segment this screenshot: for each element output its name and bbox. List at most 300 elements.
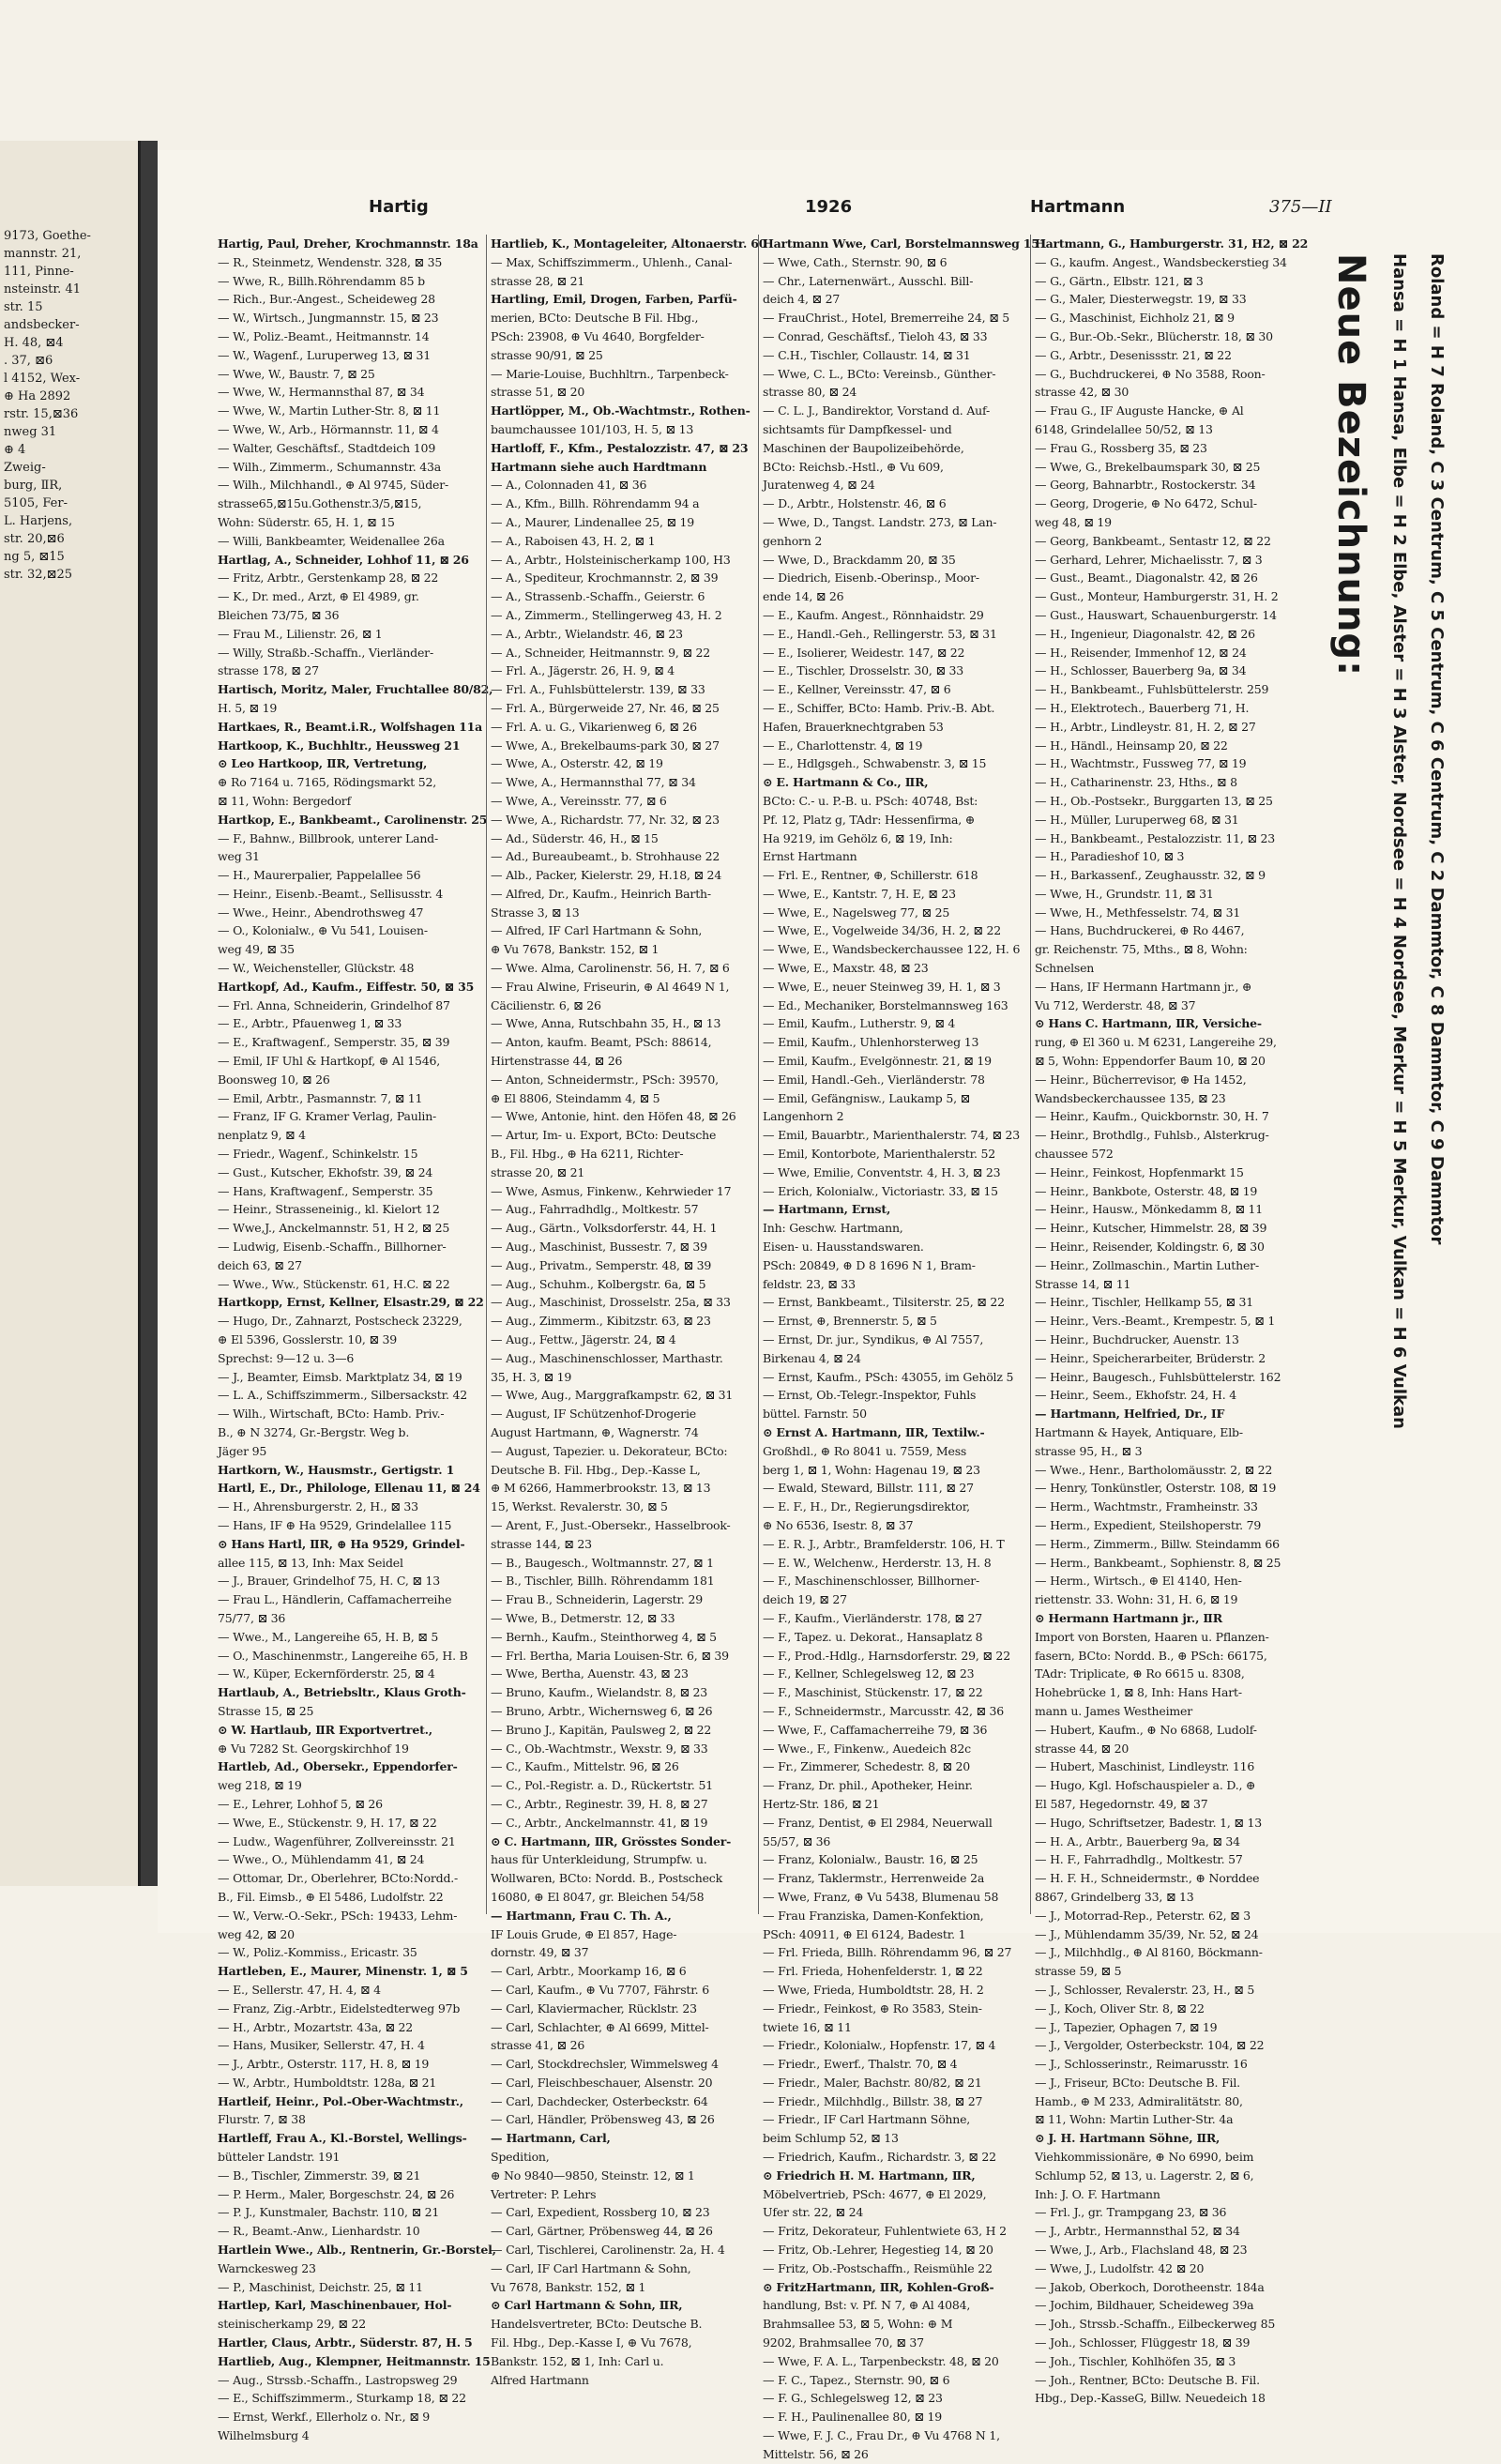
directory-entry: — Wwe., Henr., Bartholomäusstr. 2, ⊠ 22 bbox=[1035, 1462, 1273, 1477]
directory-entry: — Wwe, Antonie, hint. den Höfen 48, ⊠ 26 bbox=[491, 1109, 736, 1124]
directory-entry: — Wwe, R., Billh.Röhrendamm 85 b bbox=[218, 273, 425, 288]
directory-entry: — Gust., Hauswart, Schauenburgerstr. 14 bbox=[1035, 607, 1277, 622]
directory-entry: Cäcilienstr. 6, ⊠ 26 bbox=[491, 997, 601, 1012]
directory-entry: — P. Herm., Maler, Borgeschstr. 24, ⊠ 26 bbox=[218, 2186, 455, 2201]
directory-entry: — Emil, Bauarbtr., Marienthalerstr. 74, ⊠ 23 bbox=[763, 1128, 1021, 1143]
directory-entry: Hohebrücke 1, ⊠ 8, Inh: Hans Hart- bbox=[1035, 1685, 1242, 1700]
directory-entry: — B., Tischler, Zimmerstr. 39, ⊠ 21 bbox=[218, 2167, 421, 2183]
directory-entry: — Heinr., Kaufm., Quickbornstr. 30, H. 7 bbox=[1035, 1109, 1269, 1124]
directory-entry: mann u. James Westheimer bbox=[1035, 1703, 1193, 1718]
directory-entry: chaussee 572 bbox=[1035, 1147, 1114, 1162]
directory-entry: — Bernh., Kaufm., Steinthorweg 4, ⊠ 5 bbox=[491, 1629, 717, 1644]
directory-entry: — Emil, Gefängnisw., Laukamp 5, ⊠ bbox=[763, 1090, 970, 1105]
directory-entry: — Herm., Wachtmstr., Framheinstr. 33 bbox=[1035, 1499, 1258, 1514]
directory-entry: — W., Arbtr., Humboldtstr. 128a, ⊠ 21 bbox=[218, 2075, 437, 2090]
directory-entry: — Frl. E., Rentner, ⊕, Schillerstr. 618 bbox=[763, 868, 978, 883]
directory-column-1 bbox=[214, 235, 496, 2443]
directory-entry: strasse 44, ⊠ 20 bbox=[1035, 1741, 1130, 1756]
directory-entry: 6148, Grindelallee 50/52, ⊠ 13 bbox=[1035, 421, 1213, 436]
directory-entry: — E., Schiffer, BCto: Hamb. Priv.-B. Abt. bbox=[763, 700, 995, 715]
directory-entry: weg 31 bbox=[218, 849, 260, 864]
directory-entry: — Franz, ⅠF G. Kramer Verlag, Paulin- bbox=[218, 1109, 437, 1124]
directory-entry: — Aug., Maschinist, Drosselstr. 25a, ⊠ 33 bbox=[491, 1295, 731, 1310]
directory-entry: — E. F., H., Dr., Regierungsdirektor, bbox=[763, 1499, 970, 1514]
directory-entry: — Friedr., Milchhdlg., Billstr. 38, ⊠ 27 bbox=[763, 2093, 983, 2108]
directory-entry: — Frl. A., Bürgerweide 27, Nr. 46, ⊠ 25 bbox=[491, 700, 720, 715]
directory-entry: — F. G., Schlegelsweg 12, ⊠ 23 bbox=[763, 2391, 943, 2406]
directory-entry: — Ludwig, Eisenb.-Schaffn., Billhorner- bbox=[218, 1240, 447, 1255]
directory-entry: Wohn: Süderstr. 65, H. 1, ⊠ 15 bbox=[218, 514, 395, 529]
directory-entry: — Walter, Geschäftsf., Stadtdeich 109 bbox=[218, 440, 436, 455]
directory-entry: — C.H., Tischler, Collaustr. 14, ⊠ 31 bbox=[763, 347, 971, 362]
directory-entry: berg 1, ⊠ 1, Wohn: Hagenau 19, ⊠ 23 bbox=[763, 1462, 980, 1477]
directory-entry: Wandsbeckerchaussee 135, ⊠ 23 bbox=[1035, 1090, 1226, 1105]
directory-entry: Viehkommissionäre, ⊕ No 6990, beim bbox=[1035, 2150, 1254, 2165]
directory-entry: — H., Catharinenstr. 23, Hths., ⊠ 8 bbox=[1035, 775, 1237, 790]
directory-entry: — Joh., Rentner, BCto: Deutsche B. Fil. bbox=[1035, 2372, 1260, 2387]
directory-entry: beim Schlump 52, ⊠ 13 bbox=[763, 2131, 899, 2146]
directory-entry: — Emil, ⅠF Uhl & Hartkopf, ⊕ Al 1546, bbox=[218, 1054, 441, 1069]
directory-entry: — E., Schiffszimmerm., Sturkamp 18, ⊠ 22 bbox=[218, 2391, 466, 2406]
directory-column-2 bbox=[486, 235, 767, 2387]
directory-entry: ⊕ El 5396, Gosslerstr. 10, ⊠ 39 bbox=[218, 1332, 398, 1347]
directory-entry: strasse 20, ⊠ 21 bbox=[491, 1164, 585, 1179]
directory-entry: — H., Paradieshof 10, ⊠ 3 bbox=[1035, 849, 1185, 864]
directory-entry: — Herm., Zimmerm., Billw. Steindamm 66 bbox=[1035, 1536, 1280, 1551]
directory-entry: — Wwe, E., Nagelsweg 77, ⊠ 25 bbox=[763, 905, 950, 920]
directory-entry: — Fritz, Dekorateur, Fuhlentwiete 63, H 2 bbox=[763, 2224, 1007, 2239]
directory-entry: — Wwe, Anna, Rutschbahn 35, H., ⊠ 13 bbox=[491, 1016, 721, 1031]
directory-entry: — Willi, Bankbeamter, Weidenallee 26a bbox=[218, 533, 445, 548]
directory-entry: weg 218, ⊠ 19 bbox=[218, 1778, 302, 1793]
directory-entry: strasse 80, ⊠ 24 bbox=[763, 385, 857, 400]
directory-entry: — P., Maschinist, Deichstr. 25, ⊠ 11 bbox=[218, 2279, 423, 2294]
directory-entry: — J., Arbtr., Osterstr. 117, H. 8, ⊠ 19 bbox=[218, 2057, 430, 2072]
directory-entry: — H., Elektrotech., Bauerberg 71, H. bbox=[1035, 700, 1250, 715]
left-page-fragment: 111, Pinne- bbox=[4, 265, 74, 279]
directory-entry: — Ernst, Bankbeamt., Tilsiterstr. 25, ⊠ 22 bbox=[763, 1295, 1005, 1310]
directory-entry: — E., Kaufm. Angest., Rönnhaidstr. 29 bbox=[763, 607, 984, 622]
directory-entry: — Friedr., Feinkost, ⊕ Ro 3583, Stein- bbox=[763, 2000, 982, 2015]
directory-entry: Hafen, Brauerknechtgraben 53 bbox=[763, 719, 944, 734]
directory-entry: — E., Kellner, Vereinsstr. 47, ⊠ 6 bbox=[763, 682, 951, 697]
directory-entry: — C., Arbtr., Anckelmannstr. 41, ⊠ 19 bbox=[491, 1815, 708, 1830]
directory-entry: — Wwe, E., Kantstr. 7, H. E, ⊠ 23 bbox=[763, 886, 956, 901]
directory-entry: — F., Bahnw., Billbrook, unterer Land- bbox=[218, 830, 438, 845]
directory-entry: ⊙ FritzHartmann, ⅡR, Kohlen-Groß- bbox=[763, 2279, 994, 2294]
directory-entry: ⊕ M 6266, Hammerbrookstr. 13, ⊠ 13 bbox=[491, 1481, 711, 1496]
directory-entry: — H., Wachtmstr., Fussweg 77, ⊠ 19 bbox=[1035, 756, 1247, 771]
directory-entry: Strasse 14, ⊠ 11 bbox=[1035, 1276, 1131, 1291]
directory-entry: Eisen- u. Hausstandswaren. bbox=[763, 1240, 924, 1255]
directory-entry: — Heinr., Buchdrucker, Auenstr. 13 bbox=[1035, 1332, 1239, 1347]
directory-entry: Bleichen 73/75, ⊠ 36 bbox=[218, 607, 340, 622]
directory-entry: Warnckesweg 23 bbox=[218, 2260, 316, 2275]
left-page-fragment: 5105, Fer- bbox=[4, 496, 68, 510]
directory-entry: — Wwe, C. L., BCto: Vereinsb., Günther- bbox=[763, 366, 996, 381]
directory-entry: ⊙ J. H. Hartmann Söhne, ⅡR, bbox=[1035, 2131, 1221, 2146]
directory-entry: — G., Arbtr., Desenissstr. 21, ⊠ 22 bbox=[1035, 347, 1232, 362]
directory-entry: — Friedr., ⅠF Carl Hartmann Söhne, bbox=[763, 2112, 971, 2127]
directory-entry: — O., Maschinenmstr., Langereihe 65, H. B bbox=[218, 1648, 468, 1663]
directory-entry: — Aug., Zimmerm., Kibitzstr. 63, ⊠ 23 bbox=[491, 1314, 711, 1329]
directory-entry: — J., Schlosser, Revalerstr. 23, H., ⊠ 5 bbox=[1035, 1982, 1255, 1997]
directory-entry: — Heinr., Bücherrevisor, ⊕ Ha 1452, bbox=[1035, 1072, 1247, 1087]
directory-entry: — Wwe, H., Grundstr. 11, ⊠ 31 bbox=[1035, 886, 1214, 901]
left-page-fragment: str. 15 bbox=[4, 300, 43, 314]
directory-entry: — C., Pol.-Registr. a. D., Rückertstr. 51 bbox=[491, 1778, 713, 1793]
directory-entry: strasse 28, ⊠ 21 bbox=[491, 273, 585, 288]
directory-entry: — C. L. J., Bandirektor, Vorstand d. Auf- bbox=[763, 403, 991, 418]
directory-entry: Hartlieb, Aug., Klempner, Heitmannstr. 15 bbox=[218, 2353, 491, 2368]
banner-title: Neue Bezeichnung: bbox=[1329, 253, 1372, 677]
directory-entry: — Wwe, J., Arb., Flachsland 48, ⊠ 23 bbox=[1035, 2243, 1248, 2258]
directory-entry: — Herm., Expedient, Steilshoperstr. 79 bbox=[1035, 1517, 1262, 1532]
directory-entry: Inh: J. O. F. Hartmann bbox=[1035, 2186, 1160, 2201]
directory-entry: — Heinr., Speicherarbeiter, Brüderstr. 2 bbox=[1035, 1350, 1266, 1365]
directory-entry: — F., Schneidermstr., Marcusstr. 42, ⊠ 36 bbox=[763, 1703, 1005, 1718]
directory-entry: — F. C., Tapez., Sternstr. 90, ⊠ 6 bbox=[763, 2372, 950, 2387]
directory-entry: — J., Motorrad-Rep., Peterstr. 62, ⊠ 3 bbox=[1035, 1908, 1251, 1923]
directory-entry: Sprechst: 9—12 u. 3—6 bbox=[218, 1350, 355, 1365]
directory-entry: — Georg, Bankbeamt., Sentastr 12, ⊠ 22 bbox=[1035, 533, 1271, 548]
directory-entry: — Henry, Tonkünstler, Osterstr. 108, ⊠ 19 bbox=[1035, 1481, 1277, 1496]
directory-entry: ⊕ Vu 7282 St. Georgskirchhof 19 bbox=[218, 1741, 409, 1756]
directory-entry: — Wwe, Emilie, Conventstr. 4, H. 3, ⊠ 23 bbox=[763, 1164, 1001, 1179]
directory-entry: — Frau G., ⅠF Auguste Hancke, ⊕ Al bbox=[1035, 403, 1244, 418]
directory-entry: — August, ⅠF Schützenhof-Drogerie bbox=[491, 1407, 696, 1422]
directory-entry: Handelsvertreter, BCto: Deutsche B. bbox=[491, 2317, 703, 2332]
directory-entry: — Franz, Dr. phil., Apotheker, Heinr. bbox=[763, 1778, 973, 1793]
directory-entry: — Franz, Dentist, ⊕ El 2984, Neuerwall bbox=[763, 1815, 993, 1830]
directory-entry: — Carl, Schlachter, ⊕ Al 6699, Mittel- bbox=[491, 2019, 709, 2034]
exchange-names-banner bbox=[1316, 253, 1466, 1802]
directory-entry: — Heinr., Bankbote, Osterstr. 48, ⊠ 19 bbox=[1035, 1183, 1258, 1198]
directory-entry: — Hugo, Dr., Zahnarzt, Postscheck 23229, bbox=[218, 1314, 462, 1329]
directory-entry: — Wwe, D., Tangst. Landstr. 273, ⊠ Lan- bbox=[763, 514, 997, 529]
directory-entry: Langenhorn 2 bbox=[763, 1109, 844, 1124]
directory-entry: Hbg., Dep.-KasseG, Billw. Neuedeich 18 bbox=[1035, 2391, 1266, 2406]
directory-entry: rung, ⊕ El 360 u. M 6231, Langereihe 29, bbox=[1035, 1035, 1277, 1050]
page-gutter bbox=[141, 141, 158, 1886]
directory-entry: — Hugo, Schriftsetzer, Badestr. 1, ⊠ 13 bbox=[1035, 1815, 1262, 1830]
directory-entry: strasse 178, ⊠ 27 bbox=[218, 663, 319, 678]
directory-entry: Birkenau 4, ⊠ 24 bbox=[763, 1350, 861, 1365]
directory-entry: — G., Gärtn., Elbstr. 121, ⊠ 3 bbox=[1035, 273, 1204, 288]
directory-entry: — H., Bankbeamt., Pestalozzistr. 11, ⊠ 23 bbox=[1035, 830, 1276, 845]
directory-entry: — H., Ob.-Postsekr., Burggarten 13, ⊠ 25 bbox=[1035, 793, 1273, 808]
directory-entry: — Heinr., Vers.-Beamt., Krempestr. 5, ⊠ 1 bbox=[1035, 1314, 1276, 1329]
directory-entry: — Carl, Expedient, Rossberg 10, ⊠ 23 bbox=[491, 2205, 710, 2220]
directory-entry: — E., Isolierer, Weidestr. 147, ⊠ 22 bbox=[763, 645, 965, 660]
directory-entry: — Hubert, Maschinist, Lindleystr. 116 bbox=[1035, 1759, 1255, 1774]
directory-entry: — Ewald, Steward, Billstr. 111, ⊠ 27 bbox=[763, 1481, 974, 1496]
directory-entry: — A., Colonnaden 41, ⊠ 36 bbox=[491, 478, 647, 493]
directory-entry: — A., Maurer, Lindenallee 25, ⊠ 19 bbox=[491, 514, 695, 529]
directory-entry: — Wwe, F., Caffamacherreihe 79, ⊠ 36 bbox=[763, 1722, 988, 1737]
directory-entry: ⊙ W. Hartlaub, ⅡR Exportvertret., bbox=[218, 1722, 432, 1737]
directory-entry: — Wwe, Aug., Marggrafkampstr. 62, ⊠ 31 bbox=[491, 1388, 734, 1403]
directory-entry: — Carl, ⅠF Carl Hartmann & Sohn, bbox=[491, 2260, 691, 2275]
directory-entry: — C., Arbtr., Reginestr. 39, H. 8, ⊠ 27 bbox=[491, 1796, 708, 1811]
left-page-fragment: l 4152, Wex- bbox=[4, 372, 81, 386]
directory-entry: — E., Charlottenstr. 4, ⊠ 19 bbox=[763, 738, 923, 753]
directory-entry: — E., Hdlgsgeh., Schwabenstr. 3, ⊠ 15 bbox=[763, 756, 987, 771]
directory-entry: — Wwe, F. J. C., Frau Dr., ⊕ Vu 4768 N 1, bbox=[763, 2428, 1000, 2443]
directory-entry: Hartleif, Heinr., Pol.-Ober-Wachtmstr., bbox=[218, 2093, 463, 2108]
directory-entry: Maschinen der Baupolizeibehörde, bbox=[763, 440, 964, 455]
directory-entry: — Herm., Wirtsch., ⊕ El 4140, Hen- bbox=[1035, 1574, 1242, 1589]
directory-entry: Hartig, Paul, Dreher, Krochmannstr. 18a bbox=[218, 236, 478, 251]
directory-entry: — J., Koch, Oliver Str. 8, ⊠ 22 bbox=[1035, 2000, 1205, 2015]
left-page-fragment: ⊕ Ha 2892 bbox=[4, 389, 71, 403]
directory-entry: — Heinr., Kutscher, Himmelstr. 28, ⊠ 39 bbox=[1035, 1221, 1267, 1236]
directory-entry: — A., Schneider, Heitmannstr. 9, ⊠ 22 bbox=[491, 645, 710, 660]
directory-entry: — Frl. Frieda, Billh. Röhrendamm 96, ⊠ 27 bbox=[763, 1945, 1012, 1960]
directory-entry: strasse 144, ⊠ 23 bbox=[491, 1536, 592, 1551]
directory-entry: — Emil, Arbtr., Pasmannstr. 7, ⊠ 11 bbox=[218, 1090, 423, 1105]
directory-entry: ⊙ Leo Hartkoop, ⅡR, Vertretung, bbox=[218, 756, 428, 771]
directory-entry: B., Fil. Hbg., ⊕ Ha 6211, Richter- bbox=[491, 1147, 684, 1162]
directory-entry: — Carl, Fleischbeschauer, Alsenstr. 20 bbox=[491, 2075, 713, 2090]
directory-entry: — E., Tischler, Drosselstr. 30, ⊠ 33 bbox=[763, 663, 964, 678]
left-page-fragment: 9173, Goethe- bbox=[4, 229, 91, 243]
directory-entry: — Heinr., Seem., Ekhofstr. 24, H. 4 bbox=[1035, 1388, 1237, 1403]
directory-entry: — H., Schlosser, Bauerberg 9a, ⊠ 34 bbox=[1035, 663, 1247, 678]
directory-entry: — J., Milchhdlg., ⊕ Al 8160, Böckmann- bbox=[1035, 1945, 1263, 1960]
directory-entry: ⊕ El 8806, Steindamm 4, ⊠ 5 bbox=[491, 1090, 660, 1105]
directory-entry: — Ernst, Werkf., Ellerholz o. Nr., ⊠ 9 bbox=[218, 2410, 431, 2425]
directory-entry: fasern, BCto: Nordd. B., ⊕ PSch: 66175, bbox=[1035, 1648, 1267, 1663]
directory-entry: strasse 51, ⊠ 20 bbox=[491, 385, 585, 400]
directory-entry: genhorn 2 bbox=[763, 533, 823, 548]
directory-column-4 bbox=[1030, 235, 1309, 2406]
directory-entry: Ernst Hartmann bbox=[763, 849, 857, 864]
directory-entry: — Heinr., Reisender, Koldingstr. 6, ⊠ 30 bbox=[1035, 1240, 1265, 1255]
directory-entry: Mittelstr. 56, ⊠ 26 bbox=[763, 2446, 869, 2461]
directory-entry: — R., Steinmetz, Wendenstr. 328, ⊠ 35 bbox=[218, 254, 443, 269]
directory-entry: — Wwe, H., Methfesselstr. 74, ⊠ 31 bbox=[1035, 905, 1241, 920]
directory-entry: ⊠ 11, Wohn: Martin Luther-Str. 4a bbox=[1035, 2112, 1234, 2127]
directory-entry: Jäger 95 bbox=[218, 1443, 267, 1458]
directory-entry: 8867, Grindelberg 33, ⊠ 13 bbox=[1035, 1889, 1194, 1904]
directory-entry: allee 115, ⊠ 13, Inh: Max Seidel bbox=[218, 1555, 403, 1570]
directory-entry: — Wwe, F. A. L., Tarpenbeckstr. 48, ⊠ 20 bbox=[763, 2353, 999, 2368]
directory-entry: — Aug., Maschinenschlosser, Marthastr. bbox=[491, 1350, 723, 1365]
directory-entry: — Fritz, Ob.-Postschaffn., Reismühle 22 bbox=[763, 2260, 993, 2275]
directory-entry: — Carl, Kaufm., ⊕ Vu 7707, Fährstr. 6 bbox=[491, 1982, 709, 1997]
left-page-fragment: nsteinstr. 41 bbox=[4, 282, 81, 297]
directory-entry: — L. A., Schiffszimmerm., Silbersackstr. 42 bbox=[218, 1388, 468, 1403]
directory-entry: — Hugo, Kgl. Hofschauspieler a. D., ⊕ bbox=[1035, 1778, 1256, 1793]
directory-entry: Hartmann siehe auch Hardtmann bbox=[491, 459, 707, 474]
directory-entry: — Wwe, Asmus, Finkenw., Kehrwieder 17 bbox=[491, 1183, 732, 1198]
directory-entry: Hartl, E., Dr., Philologe, Ellenau 11, ⊠ 24 bbox=[218, 1481, 480, 1496]
directory-entry: — E., Arbtr., Pfauenweg 1, ⊠ 33 bbox=[218, 1016, 402, 1031]
directory-entry: riettenstr. 33. Wohn: 31, H. 6, ⊠ 19 bbox=[1035, 1592, 1238, 1607]
directory-entry: — G., kaufm. Angest., Wandsbeckerstieg 34 bbox=[1035, 254, 1287, 269]
directory-entry: Schnelsen bbox=[1035, 961, 1095, 976]
directory-entry: — Emil, Kontorbote, Marienthalerstr. 52 bbox=[763, 1147, 996, 1162]
directory-entry: — Heinr., Tischler, Hellkamp 55, ⊠ 31 bbox=[1035, 1295, 1254, 1310]
directory-entry: — Wwe, Franz, ⊕ Vu 5438, Blumenau 58 bbox=[763, 1889, 999, 1904]
directory-entry: — W., Küper, Eckernförderstr. 25, ⊠ 4 bbox=[218, 1666, 435, 1681]
directory-entry: Pf. 12, Platz g, TAdr: Hessenfirma, ⊕ bbox=[763, 812, 976, 827]
directory-entry: — Hans, ⅠF Hermann Hartmann jr., ⊕ bbox=[1035, 979, 1252, 994]
directory-entry: Vertreter: P. Lehrs bbox=[491, 2186, 597, 2201]
directory-entry: — Hartmann, Ernst, bbox=[763, 1202, 891, 1217]
left-page-fragment: H. 48, ⊠4 bbox=[4, 336, 64, 350]
directory-entry: — Aug., Privatm., Semperstr. 48, ⊠ 39 bbox=[491, 1257, 712, 1272]
directory-entry: — Wwe, D., Brackdamm 20, ⊠ 35 bbox=[763, 552, 956, 567]
left-page-fragment: ng 5, ⊠15 bbox=[4, 550, 65, 564]
directory-entry: H. 5, ⊠ 19 bbox=[218, 700, 278, 715]
directory-entry: Spedition, bbox=[491, 2150, 550, 2165]
directory-entry: strasse 42, ⊠ 30 bbox=[1035, 385, 1130, 400]
directory-entry: baumchaussee 101/103, H. 5, ⊠ 13 bbox=[491, 421, 694, 436]
directory-entry: — Heinr., Feinkost, Hopfenmarkt 15 bbox=[1035, 1164, 1244, 1179]
directory-entry: — Frl. A., Fuhlsbüttelerstr. 139, ⊠ 33 bbox=[491, 682, 705, 697]
directory-entry: — Franz, Kolonialw., Baustr. 16, ⊠ 25 bbox=[763, 1852, 978, 1867]
directory-entry: ⊙ Hans C. Hartmann, ⅡR, Versiche- bbox=[1035, 1016, 1262, 1031]
directory-entry: — Frl. Bertha, Maria Louisen-Str. 6, ⊠ 39 bbox=[491, 1648, 729, 1663]
directory-entry: Hartleff, Frau A., Kl.-Borstel, Wellings- bbox=[218, 2131, 467, 2146]
directory-entry: Ha 9219, im Gehölz 6, ⊠ 19, Inh: bbox=[763, 830, 953, 845]
directory-entry: — J., Tapezier, Ophagen 7, ⊠ 19 bbox=[1035, 2019, 1218, 2034]
directory-entry: — Wwe., F., Finkenw., Auedeich 82c bbox=[763, 1741, 971, 1756]
directory-entry: Hartkaes, R., Beamt.i.R., Wolfshagen 11a bbox=[218, 719, 483, 734]
directory-entry: — Marie-Louise, Buchhltrn., Tarpenbeck- bbox=[491, 366, 729, 381]
left-page-fragment: nweg 31 bbox=[4, 425, 57, 439]
directory-entry: ⊙ E. Hartmann & Co., ⅡR, bbox=[763, 775, 929, 790]
directory-entry: gr. Reichenstr. 75, Mths., ⊠ 8, Wohn: bbox=[1035, 942, 1248, 957]
directory-entry: ⊙ Ernst A. Hartmann, ⅡR, Textilw.- bbox=[763, 1425, 985, 1439]
directory-entry: Hamb., ⊕ M 233, Admiralitätstr. 80, bbox=[1035, 2093, 1243, 2108]
running-header bbox=[205, 197, 1358, 221]
directory-entry: — A., Kfm., Billh. Röhrendamm 94 a bbox=[491, 496, 700, 511]
directory-entry: strasse 90/91, ⊠ 25 bbox=[491, 347, 603, 362]
directory-entry: — Wwe, G., Brekelbaumspark 30, ⊠ 25 bbox=[1035, 459, 1261, 474]
directory-entry: — Emil, Kaufm., Lutherstr. 9, ⊠ 4 bbox=[763, 1016, 956, 1031]
directory-entry: Hartkopf, Ad., Kaufm., Eiffestr. 50, ⊠ 35 bbox=[218, 979, 475, 994]
directory-entry: bütteler Landstr. 191 bbox=[218, 2150, 341, 2165]
directory-entry: — Chr., Laternenwärt., Ausschl. Bill- bbox=[763, 273, 974, 288]
directory-entry: — F. H., Paulinenallee 80, ⊠ 19 bbox=[763, 2410, 943, 2425]
directory-entry: ⊙ Hans Hartl, ⅡR, ⊕ Ha 9529, Grindel- bbox=[218, 1536, 465, 1551]
directory-entry: — Bruno J., Kapitän, Paulsweg 2, ⊠ 22 bbox=[491, 1722, 712, 1737]
directory-entry: — Fritz, Ob.-Lehrer, Hegestieg 14, ⊠ 20 bbox=[763, 2243, 993, 2258]
directory-entry: — Ernst, ⊕, Brennerstr. 5, ⊠ 5 bbox=[763, 1314, 937, 1329]
directory-entry: — H., Müller, Luruperweg 68, ⊠ 31 bbox=[1035, 812, 1239, 827]
directory-entry: Strasse 15, ⊠ 25 bbox=[218, 1703, 314, 1718]
directory-entry: Vu 712, Werderstr. 48, ⊠ 37 bbox=[1035, 997, 1196, 1012]
left-page-fragment: burg, ⅡR, bbox=[4, 479, 63, 493]
directory-entry: — Ad., Bureaubeamt., b. Strohhause 22 bbox=[491, 849, 720, 864]
directory-entry: — F., Maschinist, Stückenstr. 17, ⊠ 22 bbox=[763, 1685, 983, 1700]
directory-entry: — Wwe, A., Brekelbaums-park 30, ⊠ 27 bbox=[491, 738, 720, 753]
directory-entry: B., ⊕ N 3274, Gr.-Bergstr. Weg b. bbox=[218, 1425, 410, 1439]
directory-entry: — Alfred, ⅠF Carl Hartmann & Sohn, bbox=[491, 923, 703, 938]
directory-entry: handlung, Bst: v. Pf. N 7, ⊕ Al 4084, bbox=[763, 2298, 971, 2313]
directory-entry: — Wwe, A., Osterstr. 42, ⊠ 19 bbox=[491, 756, 663, 771]
directory-entry: Hartkorn, W., Hausmstr., Gertigstr. 1 bbox=[218, 1462, 455, 1477]
directory-entry: — E. W., Welchenw., Herderstr. 13, H. 8 bbox=[763, 1555, 992, 1570]
directory-entry: Hartisch, Moritz, Maler, Fruchtallee 80/82, bbox=[218, 682, 493, 697]
directory-entry: — Hartmann, Carl, bbox=[491, 2131, 611, 2146]
left-page-fragment: . 37, ⊠6 bbox=[4, 354, 53, 368]
directory-entry: — Aug., Fahrradhdlg., Moltkestr. 57 bbox=[491, 1202, 699, 1217]
directory-entry: — G., Maschinist, Eichholz 21, ⊠ 9 bbox=[1035, 311, 1235, 326]
directory-entry: — Wwe. Alma, Carolinenstr. 56, H. 7, ⊠ 6 bbox=[491, 961, 730, 976]
directory-entry: — Ernst, Ob.-Telegr.-Inspektor, Fuhls bbox=[763, 1388, 977, 1403]
directory-entry: Hertz-Str. 186, ⊠ 21 bbox=[763, 1796, 880, 1811]
directory-entry: Fil. Hbg., Dep.-Kasse I, ⊕ Vu 7678, bbox=[491, 2335, 692, 2350]
directory-entry: — Carl, Gärtner, Pröbensweg 44, ⊠ 26 bbox=[491, 2224, 713, 2239]
directory-entry: Import von Borsten, Haaren u. Pflanzen- bbox=[1035, 1629, 1269, 1644]
directory-entry: ende 14, ⊠ 26 bbox=[763, 589, 844, 604]
left-page-sliver bbox=[0, 141, 141, 1886]
directory-entry: 55/57, ⊠ 36 bbox=[763, 1833, 831, 1848]
directory-entry: — G., Bur.-Ob.-Sekr., Blücherstr. 18, ⊠ 30 bbox=[1035, 328, 1273, 343]
directory-entry: Hartlep, Karl, Maschinenbauer, Hol- bbox=[218, 2298, 452, 2313]
directory-entry: — Wwe, E., Maxstr. 48, ⊠ 23 bbox=[763, 961, 929, 976]
directory-entry: Bankstr. 152, ⊠ 1, Inh: Carl u. bbox=[491, 2353, 664, 2368]
directory-entry: ⊠ 11, Wohn: Bergedorf bbox=[218, 793, 351, 808]
directory-entry: — Wwe, W., Martin Luther-Str. 8, ⊠ 11 bbox=[218, 403, 441, 418]
directory-entry: B., Fil. Eimsb., ⊕ El 5486, Ludolfstr. 22 bbox=[218, 1889, 444, 1904]
directory-entry: — Diedrich, Eisenb.-Oberinsp., Moor- bbox=[763, 570, 979, 586]
directory-entry: — B., Baugesch., Woltmannstr. 27, ⊠ 1 bbox=[491, 1555, 714, 1570]
directory-entry: — Gust., Kutscher, Ekhofstr. 39, ⊠ 24 bbox=[218, 1164, 433, 1179]
directory-entry: PSch: 40911, ⊕ El 6124, Badestr. 1 bbox=[763, 1926, 966, 1941]
directory-entry: — August, Tapezier. u. Dekorateur, BCto: bbox=[491, 1443, 728, 1458]
directory-entry: 16080, ⊕ El 8047, gr. Bleichen 54/58 bbox=[491, 1889, 705, 1904]
directory-entry: — G., Buchdruckerei, ⊕ No 3588, Roon- bbox=[1035, 366, 1266, 381]
directory-entry: August Hartmann, ⊕, Wagnerstr. 74 bbox=[491, 1425, 699, 1439]
directory-entry: Großhdl., ⊕ Ro 8041 u. 7559, Mess bbox=[763, 1443, 967, 1458]
directory-entry: Alfred Hartmann bbox=[491, 2372, 589, 2387]
directory-entry: — Friedr., Ewerf., Thalstr. 70, ⊠ 4 bbox=[763, 2057, 958, 2072]
directory-entry: Hartleben, E., Maurer, Minenstr. 1, ⊠ 5 bbox=[218, 1964, 468, 1979]
directory-entry: — J., Beamter, Eimsb. Marktplatz 34, ⊠ 19 bbox=[218, 1369, 462, 1384]
directory-entry: — Joh., Strssb.-Schaffn., Eilbeckerweg 85 bbox=[1035, 2317, 1276, 2332]
directory-entry: Hartlaub, A., Betriebsltr., Klaus Groth- bbox=[218, 1685, 466, 1700]
directory-entry: — Anton, kaufm. Beamt, PSch: 88614, bbox=[491, 1035, 712, 1050]
directory-entry: weg 48, ⊠ 19 bbox=[1035, 514, 1112, 529]
directory-entry: — Friedr., Maler, Bachstr. 80/82, ⊠ 21 bbox=[763, 2075, 982, 2090]
directory-entry: Wilhelmsburg 4 bbox=[218, 2428, 310, 2443]
directory-entry: — Carl, Klaviermacher, Rücklstr. 23 bbox=[491, 2000, 697, 2015]
directory-entry: — H., Reisender, Immenhof 12, ⊠ 24 bbox=[1035, 645, 1247, 660]
directory-entry: twiete 16, ⊠ 11 bbox=[763, 2019, 852, 2034]
directory-entry: — Wwe, W., Arb., Hörmannstr. 11, ⊠ 4 bbox=[218, 421, 439, 436]
directory-entry: Wollwaren, BCto: Nordd. B., Postscheck bbox=[491, 1871, 722, 1886]
directory-entry: — P. J., Kunstmaler, Bachstr. 110, ⊠ 21 bbox=[218, 2205, 440, 2220]
directory-entry: — Aug., Fettw., Jägerstr. 24, ⊠ 4 bbox=[491, 1332, 676, 1347]
directory-entry: 75/77, ⊠ 36 bbox=[218, 1610, 286, 1625]
directory-entry: — Frau B., Schneiderin, Lagerstr. 29 bbox=[491, 1592, 703, 1607]
directory-entry: — FrauChrist., Hotel, Bremerreihe 24, ⊠ 5 bbox=[763, 311, 1009, 326]
directory-entry: PSch: 23908, ⊕ Vu 4640, Borgfelder- bbox=[491, 328, 705, 343]
directory-entry: — E., Handl.-Geh., Rellingerstr. 53, ⊠ 31 bbox=[763, 626, 997, 641]
directory-entry: — R., Beamt.-Anw., Lienhardstr. 10 bbox=[218, 2224, 420, 2239]
directory-entry: — Wwe, E., Vogelweide 34/36, H. 2, ⊠ 22 bbox=[763, 923, 1001, 938]
directory-entry: — O., Kolonialw., ⊕ Vu 541, Louisen- bbox=[218, 923, 428, 938]
directory-entry: — Wwe, E., Stückenstr. 9, H. 17, ⊠ 22 bbox=[218, 1815, 437, 1830]
directory-entry: — Friedr., Kolonialw., Hopfenstr. 17, ⊠ 4 bbox=[763, 2038, 996, 2053]
directory-entry: — Gerhard, Lehrer, Michaelisstr. 7, ⊠ 3 bbox=[1035, 552, 1263, 567]
directory-entry: — Heinr., Eisenb.-Beamt., Sellisusstr. 4 bbox=[218, 886, 444, 901]
